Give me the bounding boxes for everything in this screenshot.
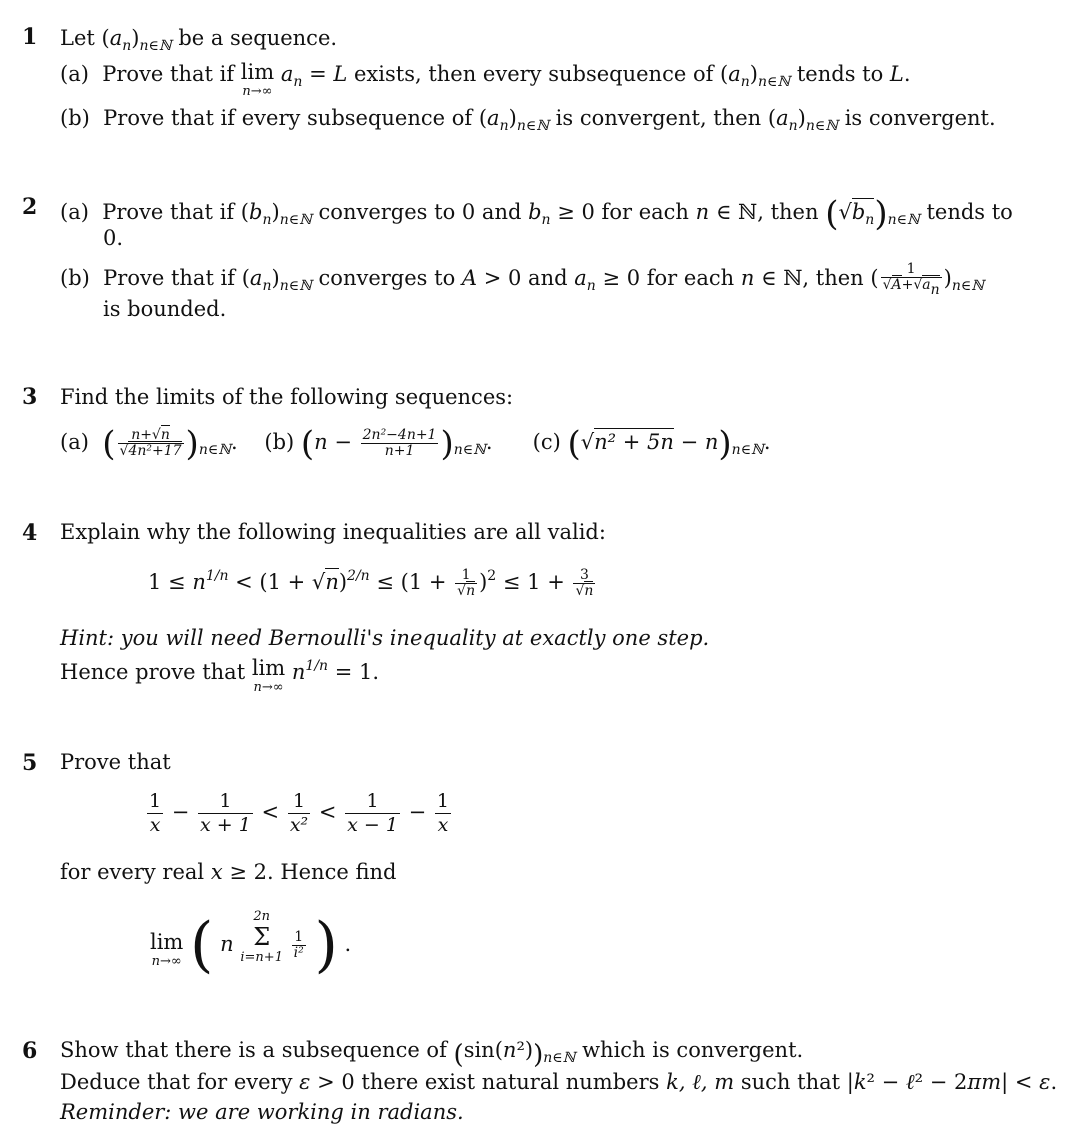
problem-number: 1	[22, 24, 38, 50]
part-a-continuation: 0.	[103, 226, 124, 250]
problem-intro: Explain why the following inequalities are all valid:	[60, 520, 606, 544]
problem-intro: Find the limits of the following sequences:	[60, 385, 514, 409]
display-inequality: $\frac{1}{x}$ − $\frac{1}{x + 1}$ < $\frac{1}{\text{x²}}$ < $\frac{1}{x - 1}$ − $\frac{1}{x}$	[149, 790, 449, 836]
part-b: (b) Prove that if $(a_n)_{n\in ℕ}$ converges to A > 0 and $a_n \ge 0$ for each n ∈ ℕ, then ( $\frac{1}{√A+√an}$ )$_{n\in ℕ}$	[60, 261, 985, 298]
hint: Hint: you will need Bernoulli's inequality at exactly one step.	[60, 626, 710, 650]
line-2: Deduce that for every ε > 0 there exist natural numbers k, ℓ, m such that |k² − ℓ² − 2πm| < ε.	[60, 1070, 1058, 1094]
problem-number: 6	[22, 1038, 38, 1064]
middle-text: for every real x ≥ 2. Hence find	[60, 860, 397, 884]
reminder: Reminder: we are working in radians.	[60, 1100, 464, 1124]
problem-intro: Let $(a_n)_{n\in ℕ}$ be a sequence.	[60, 26, 338, 54]
part-a: (a) Prove that if lim n→∞ $a_n = L$ exists, then every subsequence of $(a_n)_{n\in ℕ}$ tends to L.	[60, 60, 911, 99]
part-a: (a) Prove that if $(b_n)_{n\in ℕ}$ converges to 0 and $b_n \ge 0$ for each n ∈ ℕ, then $(√b_n)_{n\in ℕ}$ tends to	[60, 194, 1013, 234]
problem-number: 2	[22, 194, 38, 220]
parts-row: (a) ( $\frac{n+√n}{\text{√4n²+17}}$ )$_{n\in ℕ}$. (b) (n − $\frac{\text{2n²−4n+1}}{n+1}$ )$_{n\in ℕ}$. (c) $(√n^2 + 5n - n)_{n\in ℕ}$.	[60, 424, 771, 464]
problem-number: 3	[22, 384, 38, 410]
line-1: Show that there is a subsequence of $(\sin(n^2))_{n\in ℕ}$ which is convergent.	[60, 1038, 804, 1070]
display-inequality: $1 \le n^{1/n} < (1 + √n)^{2/n} \le (1$ + $\frac{1}{√n}$ )$^2$ ≤ 1 + $\frac{3}{√n}$	[148, 567, 594, 599]
part-b: (b) Prove that if every subsequence of $(a_n)_{n\in ℕ}$ is convergent, then $(a_n)_{n\in ℕ}$ is convergent.	[60, 106, 996, 134]
problem-intro: Prove that	[60, 750, 171, 774]
part-b-continuation: is bounded.	[103, 297, 227, 321]
conclusion: Hence prove that lim n→∞ $n^{1/n} = 1$.	[60, 656, 380, 695]
problem-number: 5	[22, 750, 38, 776]
display-limit: lim n→∞ ( n 2n Σ i=n+1 $\frac{1}{\text{i²}}$ ) .	[150, 909, 352, 980]
problem-number: 4	[22, 520, 38, 546]
